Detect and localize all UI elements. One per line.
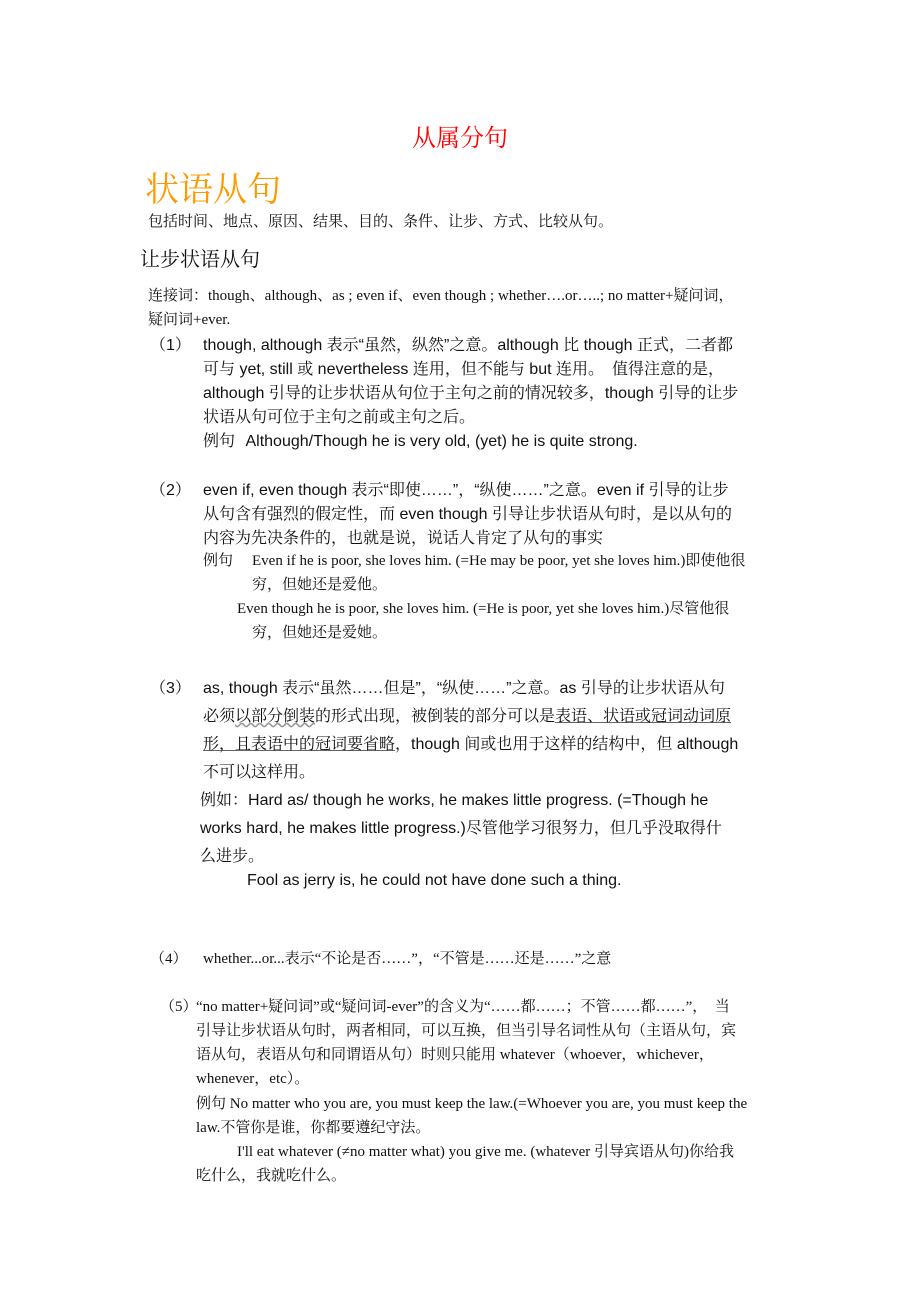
item-text-line: 可与 yet, still 或 nevertheless 连用，但不能与 but 连用。 值得注意的是， [203, 361, 724, 378]
item-text-line: 状语从句可位于主句之前或主句之后。 [203, 409, 476, 426]
page-title: 从属分句 [412, 124, 508, 152]
item-text-line: 从句含有强烈的假定性，而 even though 引导让步状语从句时，是以从句的 [203, 506, 732, 523]
item-text-line: 内容为先决条件的，也就是说，说话人肯定了从句的事实 [203, 530, 604, 547]
example-text-line: 穷，但她还是爱他。 [252, 577, 388, 593]
example-text: Hard as/ though he works, he makes little progress. (=Though he [248, 792, 709, 809]
item-number: （2） [150, 482, 191, 499]
item-text-line: though, although 表示“虽然，纵然”之意。although 比 though 正式，二者都 [203, 337, 733, 354]
underlined-text: 表语、状语或冠词动词原 [555, 708, 732, 725]
example-label: 例句 [196, 1096, 227, 1112]
example-text-line: I'll eat whatever (≠no matter what) you give me. (whatever 引导宾语从句)你给我 [237, 1144, 735, 1160]
item-text-line: 语从句，表语从句和同谓语从句）时则只能用 whatever（whoever，whichever， [196, 1047, 714, 1063]
example-text-line: Even though he is poor, she loves him. (=He is poor, yet she loves him.)尽管他很 [237, 601, 730, 617]
connectors-line-1: 连接词：though、although、as ; even if、even though ; whether….or…..; no matter+疑问词， [148, 288, 734, 304]
section-intro: 包括时间、地点、原因、结果、目的、条件、让步、方式、比较从句。 [148, 214, 614, 230]
section-heading: 状语从句 [145, 170, 281, 210]
item-number: （5） [160, 999, 198, 1015]
item-text-line: as, though 表示“虽然……但是”，“纵使……”之意。as 引导的让步状语从句 [203, 680, 725, 697]
example-text-line: 穷，但她还是爱她。 [252, 625, 388, 641]
example-text-line: Fool as jerry is, he could not have done such a thing. [247, 872, 622, 889]
example-text: Although/Though he is very old, (yet) he is quite strong. [245, 433, 638, 450]
text-segment: 必须 [203, 708, 236, 725]
item-text-line: 不可以这样用。 [203, 764, 316, 781]
item-text-line: 引导让步状语从句时，两者相同，可以互换，但当引导名词性从句（主语从句，宾 [196, 1023, 737, 1039]
example-text: No matter who you are, you must keep the law.(=Whoever you are, you must keep the [226, 1096, 748, 1112]
subsection-heading: 让步状语从句 [140, 247, 260, 271]
wavy-underlined-text: 以部分倒装 [235, 708, 316, 725]
example-line [203, 428, 638, 451]
item-text-line: whenever，etc）。 [196, 1071, 310, 1087]
example-line [196, 1092, 747, 1113]
text-segment: 的形式出现，被倒装的部分可以是 [315, 708, 556, 725]
connectors-line-2: 疑问词+ever. [148, 312, 231, 328]
example-text-line: works hard, he makes little progress.)尽管他学习很努力，但几乎没取得什 [200, 820, 722, 837]
item-number: （1） [150, 337, 191, 354]
example-label: 例如： [200, 792, 249, 809]
example-label: 例句 [203, 553, 234, 569]
text-segment: ，though 间或也用于这样的结构中，但 although [395, 736, 739, 753]
example-text-line: 吃什么，我就吃什么。 [196, 1168, 347, 1184]
example-label: 例句 [203, 433, 236, 450]
item-text-line: whether...or...表示“不论是否……”，“不管是……还是……”之意 [203, 951, 612, 967]
item-text-line [203, 731, 738, 754]
underlined-text: 形，且表语中的冠词要省略 [203, 736, 396, 753]
item-text-line: although 引导的让步状语从句位于主句之前的情况较多，though 引导的让步 [203, 385, 739, 402]
example-line [200, 787, 708, 810]
item-number: （4） [150, 951, 188, 967]
example-text-line: 么进步。 [200, 848, 265, 865]
item-number: （3） [150, 680, 191, 697]
item-text-line [203, 703, 731, 726]
item-text-line: “no matter+疑问词”或“疑问词-ever”的含义为“……都……；不管……都……”， 当 [196, 999, 730, 1015]
example-text-line: law.不管你是谁，你都要遵纪守法。 [196, 1120, 431, 1136]
item-text-line: even if, even though 表示“即使……”，“纵使……”之意。even if 引导的让步 [203, 482, 729, 499]
example-text-line: Even if he is poor, she loves him. (=He may be poor, yet she loves him.)即使他很 [252, 553, 746, 569]
